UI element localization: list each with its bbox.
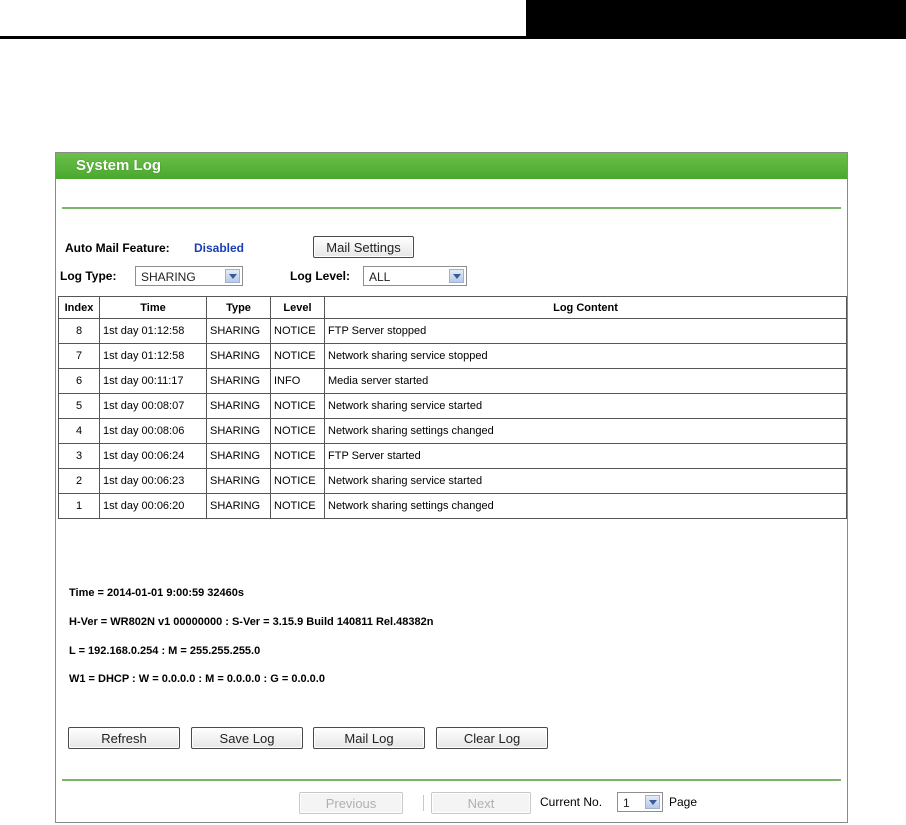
- info-time: Time = 2014-01-01 9:00:59 32460s: [69, 587, 245, 599]
- info-wan: W1 = DHCP : W = 0.0.0.0 : M = 0.0.0.0 : G = 0.0.0.0: [69, 673, 325, 685]
- cell-level: NOTICE: [271, 469, 325, 494]
- cell-index: 6: [59, 369, 100, 394]
- cell-content: Network sharing service stopped: [325, 344, 847, 369]
- previous-button[interactable]: Previous: [299, 792, 403, 814]
- cell-type: SHARING: [207, 394, 271, 419]
- table-row: [59, 394, 847, 419]
- auto-mail-status: Disabled: [194, 241, 245, 255]
- cell-index: 5: [59, 394, 100, 419]
- log-type-select[interactable]: [135, 266, 243, 286]
- table-row: [59, 419, 847, 444]
- page-header-block: [526, 0, 906, 39]
- save-log-button[interactable]: Save Log: [191, 727, 303, 749]
- system-log-panel: [55, 152, 848, 823]
- cell-time: 1st day 00:06:23: [100, 469, 207, 494]
- cell-type: SHARING: [207, 469, 271, 494]
- auto-mail-label: Auto Mail Feature:: [65, 241, 170, 255]
- cell-index: 8: [59, 319, 100, 344]
- col-type: Type: [207, 297, 271, 319]
- cell-index: 1: [59, 494, 100, 519]
- table-row: [59, 444, 847, 469]
- cell-content: FTP Server stopped: [325, 319, 847, 344]
- cell-type: SHARING: [207, 369, 271, 394]
- divider-top: [62, 207, 841, 209]
- cell-level: INFO: [271, 369, 325, 394]
- table-row: [59, 369, 847, 394]
- chevron-down-icon: [225, 269, 240, 283]
- mail-settings-button[interactable]: Mail Settings: [313, 236, 414, 258]
- col-time: Time: [100, 297, 207, 319]
- cell-level: NOTICE: [271, 344, 325, 369]
- cell-content: FTP Server started: [325, 444, 847, 469]
- info-version: H-Ver = WR802N v1 00000000 : S-Ver = 3.15.9 Build 140811 Rel.48382n: [69, 616, 434, 628]
- cell-index: 7: [59, 344, 100, 369]
- cell-level: NOTICE: [271, 494, 325, 519]
- cell-index: 3: [59, 444, 100, 469]
- col-level: Level: [271, 297, 325, 319]
- table-row: [59, 494, 847, 519]
- divider-bottom: [62, 779, 841, 781]
- cell-type: SHARING: [207, 344, 271, 369]
- log-table: [58, 296, 847, 519]
- table-row: [59, 469, 847, 494]
- cell-type: SHARING: [207, 494, 271, 519]
- cell-level: NOTICE: [271, 394, 325, 419]
- page-select-value: 1: [623, 796, 630, 810]
- col-log-content: Log Content: [325, 297, 847, 319]
- cell-content: Network sharing settings changed: [325, 494, 847, 519]
- cell-index: 4: [59, 419, 100, 444]
- log-level-label: Log Level:: [290, 269, 351, 283]
- table-row: [59, 344, 847, 369]
- cell-content: Media server started: [325, 369, 847, 394]
- page-select[interactable]: [617, 792, 663, 812]
- table-header-row: [59, 297, 847, 319]
- panel-title-bar: [56, 153, 847, 179]
- table-row: [59, 319, 847, 344]
- next-button[interactable]: Next: [431, 792, 531, 814]
- chevron-down-icon: [449, 269, 464, 283]
- log-level-value: ALL: [369, 270, 391, 284]
- cell-content: Network sharing service started: [325, 469, 847, 494]
- cell-type: SHARING: [207, 444, 271, 469]
- refresh-button[interactable]: Refresh: [68, 727, 180, 749]
- cell-time: 1st day 01:12:58: [100, 319, 207, 344]
- chevron-down-icon: [645, 795, 660, 809]
- page-header-rule: [0, 36, 526, 39]
- cell-time: 1st day 00:06:24: [100, 444, 207, 469]
- col-index: Index: [59, 297, 100, 319]
- cell-type: SHARING: [207, 419, 271, 444]
- cell-index: 2: [59, 469, 100, 494]
- clear-log-button[interactable]: Clear Log: [436, 727, 548, 749]
- panel-title: System Log: [76, 157, 162, 174]
- cell-time: 1st day 01:12:58: [100, 344, 207, 369]
- cell-time: 1st day 00:11:17: [100, 369, 207, 394]
- info-lan: L = 192.168.0.254 : M = 255.255.255.0: [69, 645, 261, 657]
- current-no-label: Current No.: [540, 795, 603, 809]
- cell-type: SHARING: [207, 319, 271, 344]
- cell-level: NOTICE: [271, 319, 325, 344]
- log-level-select[interactable]: [363, 266, 467, 286]
- cell-time: 1st day 00:08:06: [100, 419, 207, 444]
- cell-content: Network sharing service started: [325, 394, 847, 419]
- cell-level: NOTICE: [271, 444, 325, 469]
- mail-log-button[interactable]: Mail Log: [313, 727, 425, 749]
- log-type-label: Log Type:: [60, 269, 117, 283]
- pager-separator: [423, 795, 424, 811]
- cell-time: 1st day 00:06:20: [100, 494, 207, 519]
- log-type-value: SHARING: [141, 270, 196, 284]
- cell-time: 1st day 00:08:07: [100, 394, 207, 419]
- page-label: Page: [669, 795, 698, 809]
- cell-content: Network sharing settings changed: [325, 419, 847, 444]
- cell-level: NOTICE: [271, 419, 325, 444]
